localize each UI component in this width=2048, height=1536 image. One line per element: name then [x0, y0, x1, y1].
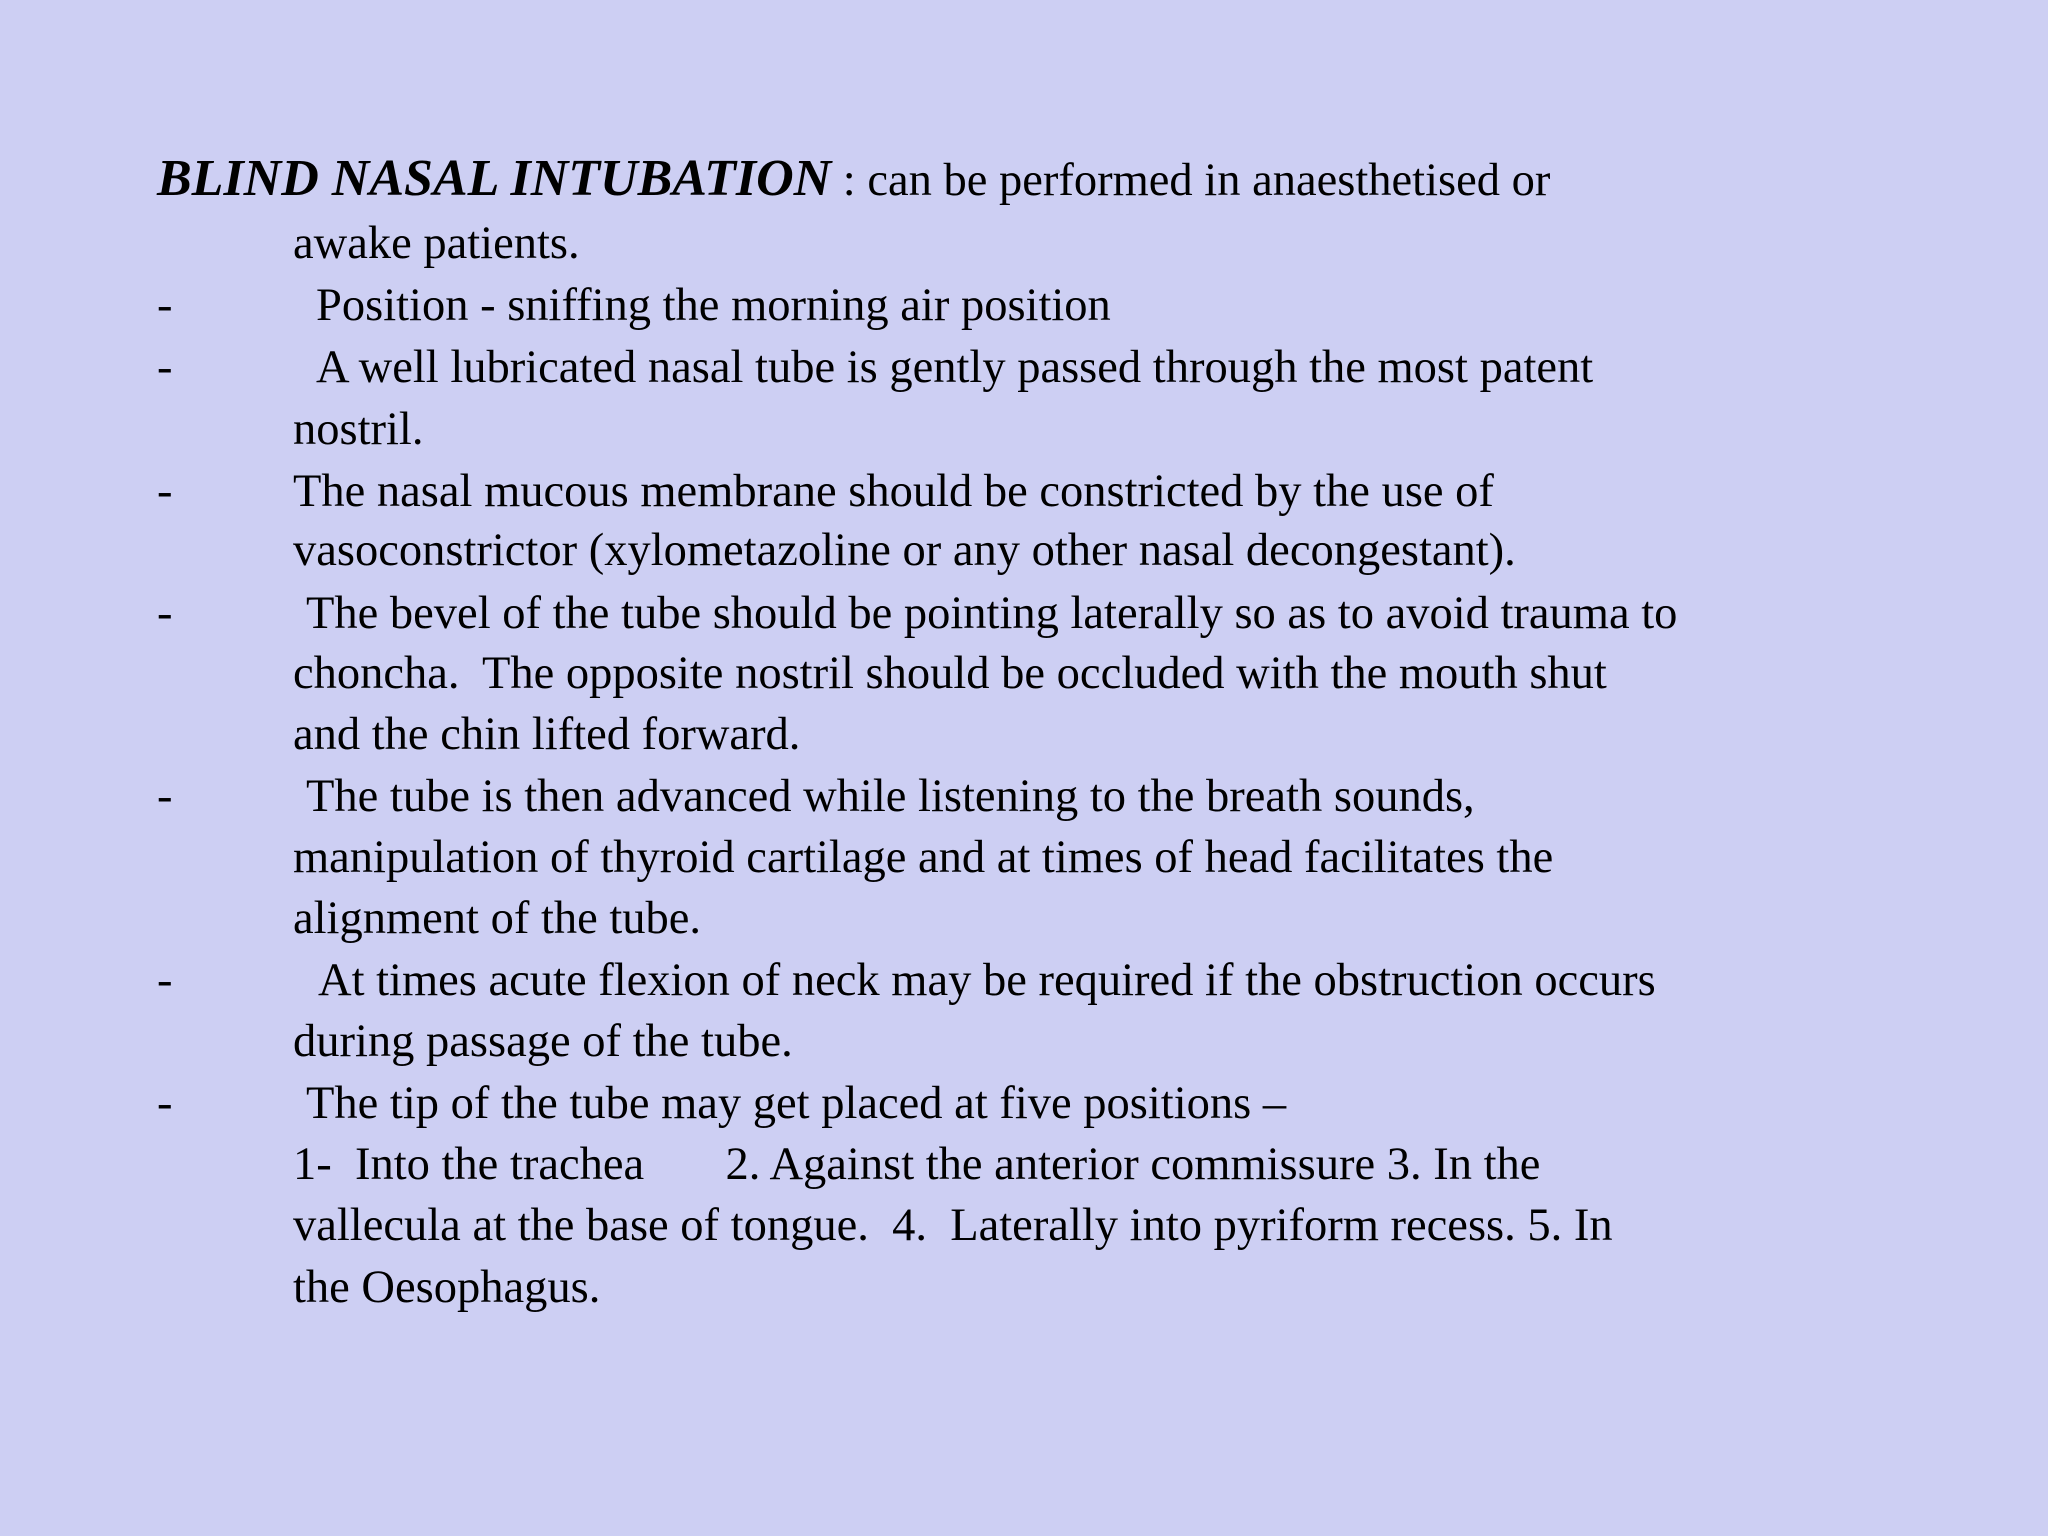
- bullet-text-continued: and the chin lifted forward.: [293, 709, 801, 760]
- bullet-marker: -: [157, 588, 173, 639]
- bullet-text: A well lubricated nasal tube is gently passed through the most patent: [316, 342, 1594, 393]
- bullet-text-continued: choncha. The opposite nostril should be occluded with the mouth shut: [293, 648, 1607, 699]
- bullet-text-continued: the Oesophagus.: [293, 1262, 601, 1313]
- bullet-text-continued: during passage of the tube.: [293, 1016, 793, 1067]
- bullet-text-continued: vasoconstrictor (xylometazoline or any other nasal decongestant).: [293, 525, 1516, 576]
- bullet-text: The tip of the tube may get placed at five positions –: [306, 1078, 1287, 1129]
- bullet-text-continued: vallecula at the base of tongue. 4. Laterally into pyriform recess. 5. In: [293, 1200, 1613, 1251]
- heading-intro-continued: awake patients.: [293, 218, 580, 269]
- bullet-marker: -: [157, 955, 173, 1006]
- bullet-text: At times acute flexion of neck may be required if the obstruction occurs: [318, 955, 1656, 1006]
- bullet-text: The bevel of the tube should be pointing laterally so as to avoid trauma to: [306, 588, 1678, 639]
- bullet-marker: -: [157, 342, 173, 393]
- bullet-marker: -: [157, 280, 173, 331]
- bullet-marker: -: [157, 466, 173, 517]
- bullet-text: The tube is then advanced while listening to the breath sounds,: [306, 771, 1475, 822]
- bullet-text-continued: nostril.: [293, 404, 424, 455]
- bullet-text: The nasal mucous membrane should be constricted by the use of: [293, 466, 1494, 517]
- bullet-text: Position - sniffing the morning air position: [316, 280, 1111, 331]
- heading-intro: : can be performed in anaesthetised or: [831, 155, 1551, 206]
- slide-title: BLIND NASAL INTUBATION: [157, 150, 832, 207]
- bullet-marker: -: [157, 771, 173, 822]
- bullet-text-continued: 1- Into the trachea 2. Against the anterior commissure 3. In the: [293, 1139, 1541, 1190]
- heading-line: [157, 148, 1550, 212]
- bullet-text-continued: manipulation of thyroid cartilage and at times of head facilitates the: [293, 832, 1554, 883]
- bullet-marker: -: [157, 1078, 173, 1129]
- bullet-text-continued: alignment of the tube.: [293, 893, 702, 944]
